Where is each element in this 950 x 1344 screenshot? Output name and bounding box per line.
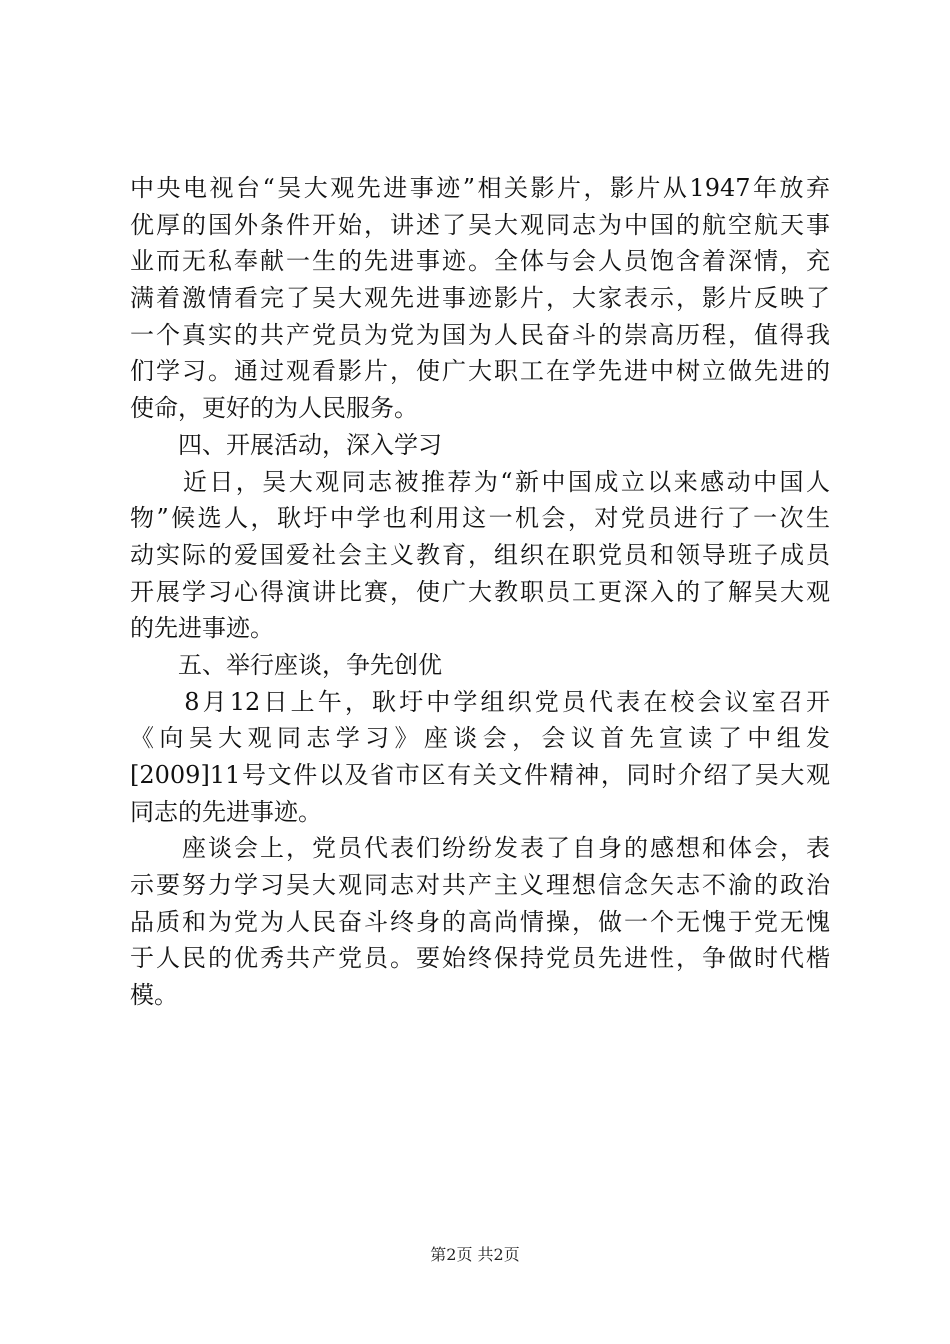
text-line: 的先进事迹。 — [130, 614, 274, 643]
text-line: 业而无私奉献一生的先进事迹。全体与会人员饱含着深情，充 — [130, 247, 830, 276]
text-line: 一个真实的共产党员为党为国为人民奋斗的崇高历程，值得我 — [130, 320, 830, 349]
text-line: 动实际的爱国爱社会主义教育，组织在职党员和领导班子成员 — [130, 540, 830, 569]
text-line: 近日，吴大观同志被推荐为“新中国成立以来感动中国人 — [130, 467, 830, 496]
text-line: 《向吴大观同志学习》座谈会，会议首先宣读了中组发 — [130, 724, 830, 753]
document-body — [130, 170, 830, 1014]
page-footer: 第2页 共2页 — [430, 1245, 520, 1264]
text-line: [2009]11号文件以及省市区有关文件精神，同时介绍了吴大观 — [130, 761, 830, 789]
text-line: 于人民的优秀共产党员。要始终保持党员先进性，争做时代楷 — [130, 944, 830, 973]
text-line: 品质和为党为人民奋斗终身的高尚情操，做一个无愧于党无愧 — [130, 907, 830, 936]
text-line: 优厚的国外条件开始，讲述了吴大观同志为中国的航空航天事 — [130, 210, 830, 239]
text-line: 示要努力学习吴大观同志对共产主义理想信念矢志不渝的政治 — [130, 871, 830, 900]
text-line: 五、举行座谈，争先创优 — [130, 650, 442, 679]
text-line: 物”候选人，耿圩中学也利用这一机会，对党员进行了一次生 — [130, 504, 830, 533]
text-line: 们学习。通过观看影片，使广大职工在学先进中树立做先进的 — [130, 357, 830, 386]
text-line: 座谈会上，党员代表们纷纷发表了自身的感想和体会，表 — [130, 834, 830, 863]
text-line: 使命，更好的为人民服务。 — [130, 394, 418, 423]
text-line: 模。 — [130, 981, 178, 1010]
text-line: 8月12日上午，耿圩中学组织党员代表在校会议室召开 — [130, 687, 830, 716]
text-line: 满着激情看完了吴大观先进事迹影片，大家表示，影片反映了 — [130, 284, 830, 313]
text-line: 中央电视台“吴大观先进事迹”相关影片，影片从1947年放弃 — [130, 174, 830, 202]
text-line: 四、开展活动，深入学习 — [130, 430, 442, 459]
text-line: 同志的先进事迹。 — [130, 797, 322, 826]
text-line: 开展学习心得演讲比赛，使广大教职员工更深入的了解吴大观 — [130, 577, 830, 606]
